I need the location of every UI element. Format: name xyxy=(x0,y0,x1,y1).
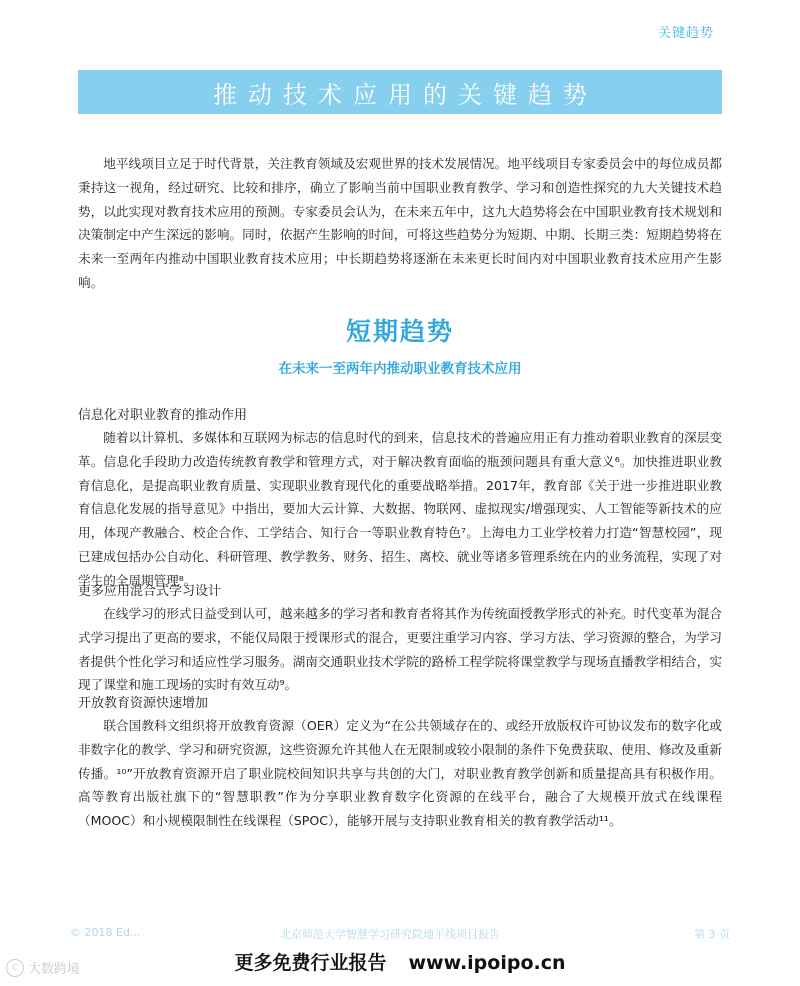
trend-heading: 信息化对职业教育的推动作用 xyxy=(78,408,248,423)
trend-body: 随着以计算机、多媒体和互联网为标志的信息时代的到来，信息技术的普遍应用正有力推动着职业教育的深层变革。信息化手段助力改造传统教育教学和管理方式，对于解决教育面临的瓶颈问题具有重大意义⁶。加快推进职业教育信息化，是提高职业教育质量、实现职业教育现代化的重要战略举措。2017年，教育部《关于进一步推进职业教育信息化发展的指导意见》中指出，要加大云计算、大数据、物联网、虚拟现实/增强现实、人工智能等新技术的应用，体现产教融合、校企合作、工学结合、知行合一等职业教育特色⁷。上海电力工业学校着力打造“智慧校园”，现已建成包括办公自动化、科研管理、教学教务、财务、招生、离校、就业等诸多管理系统在内的业务流程，实现了对学生的全周期管理⁸。 xyxy=(78,430,722,588)
trend-block-oer xyxy=(78,694,722,833)
section-title: 短期趋势 xyxy=(345,317,454,346)
watermark xyxy=(6,958,80,977)
page-title: 推动技术应用的关键趋势 xyxy=(213,80,598,109)
trend-block-informatization xyxy=(78,406,722,593)
trend-heading: 开放教育资源快速增加 xyxy=(78,696,209,711)
footer-copyright: © 2018 Ed... xyxy=(70,926,141,939)
trend-heading: 更多应用混合式学习设计 xyxy=(78,584,222,599)
footer-page-number: 第 3 页 xyxy=(694,928,730,940)
footer-report-name: 北京师范大学智慧学习研究院地平线项目报告 xyxy=(280,928,500,940)
trend-body: 在线学习的形式日益受到认可，越来越多的学习者和教育者将其作为传统面授教学形式的补充。时代变革为混合式学习提出了更高的要求，不能仅局限于授课形式的混合，更要注重学习内容、学习方法、学习资源的整合，为学习者提供个性化学习和适应性学习服务。湖南交通职业技术学院的路桥工程学院将课堂教学与现场直播教学相结合，实现了课堂和施工现场的实时有效互动⁹。 xyxy=(78,606,722,693)
page-title-bar xyxy=(78,70,722,114)
page-footer xyxy=(70,926,730,940)
promo-banner xyxy=(0,948,800,975)
trend-body: 联合国教科文组织将开放教育资源（OER）定义为“在公共领域存在的、或经开放版权许可协议发布的数字化或非数字化的教学、学习和研究资源，这些资源允许其他人在无限制或较小限制的条件下免费获取、使用、修改及重新传播。¹⁰”开放教育资源开启了职业院校间知识共享与共创的大门，对职业教育教学创新和质量提高具有积极作用。高等教育出版社旗下的“智慧职教”作为分享职业教育数字化资源的在线平台，融合了大规模开放式在线课程（MOOC）和小规模限制性在线课程（SPOC），能够开展与支持职业教育相关的教育教学活动¹¹。 xyxy=(78,718,722,829)
section-subtitle: 在未来一至两年内推动职业教育技术应用 xyxy=(278,361,522,377)
watermark-logo-icon: C xyxy=(6,959,24,977)
promo-text: 更多免费行业报告 xyxy=(234,952,387,974)
intro-paragraph: 地平线项目立足于时代背景，关注教育领域及宏观世界的技术发展情况。地平线项目专家委员会中的每位成员都秉持这一视角，经过研究、比较和排序，确立了影响当前中国职业教育教学、学习和创造性探究的九大关键技术趋势，以此实现对教育技术应用的预测。专家委员会认为，在未来五年中，这九大趋势将会在中国职业教育技术规划和决策制定中产生深远的影响。同时，依据产生影响的时间，可将这些趋势分为短期、中期、长期三类：短期趋势将在未来一至两年内推动中国职业教育技术应用；中长期趋势将逐渐在未来更长时间内对中国职业教育技术应用产生影响。 xyxy=(78,156,722,290)
header-section-tag: 关键趋势 xyxy=(657,26,714,41)
trend-block-blended-learning xyxy=(78,582,722,697)
watermark-text: 大数跨境 xyxy=(28,962,81,977)
promo-url[interactable]: www.ipoipo.cn xyxy=(408,952,566,974)
